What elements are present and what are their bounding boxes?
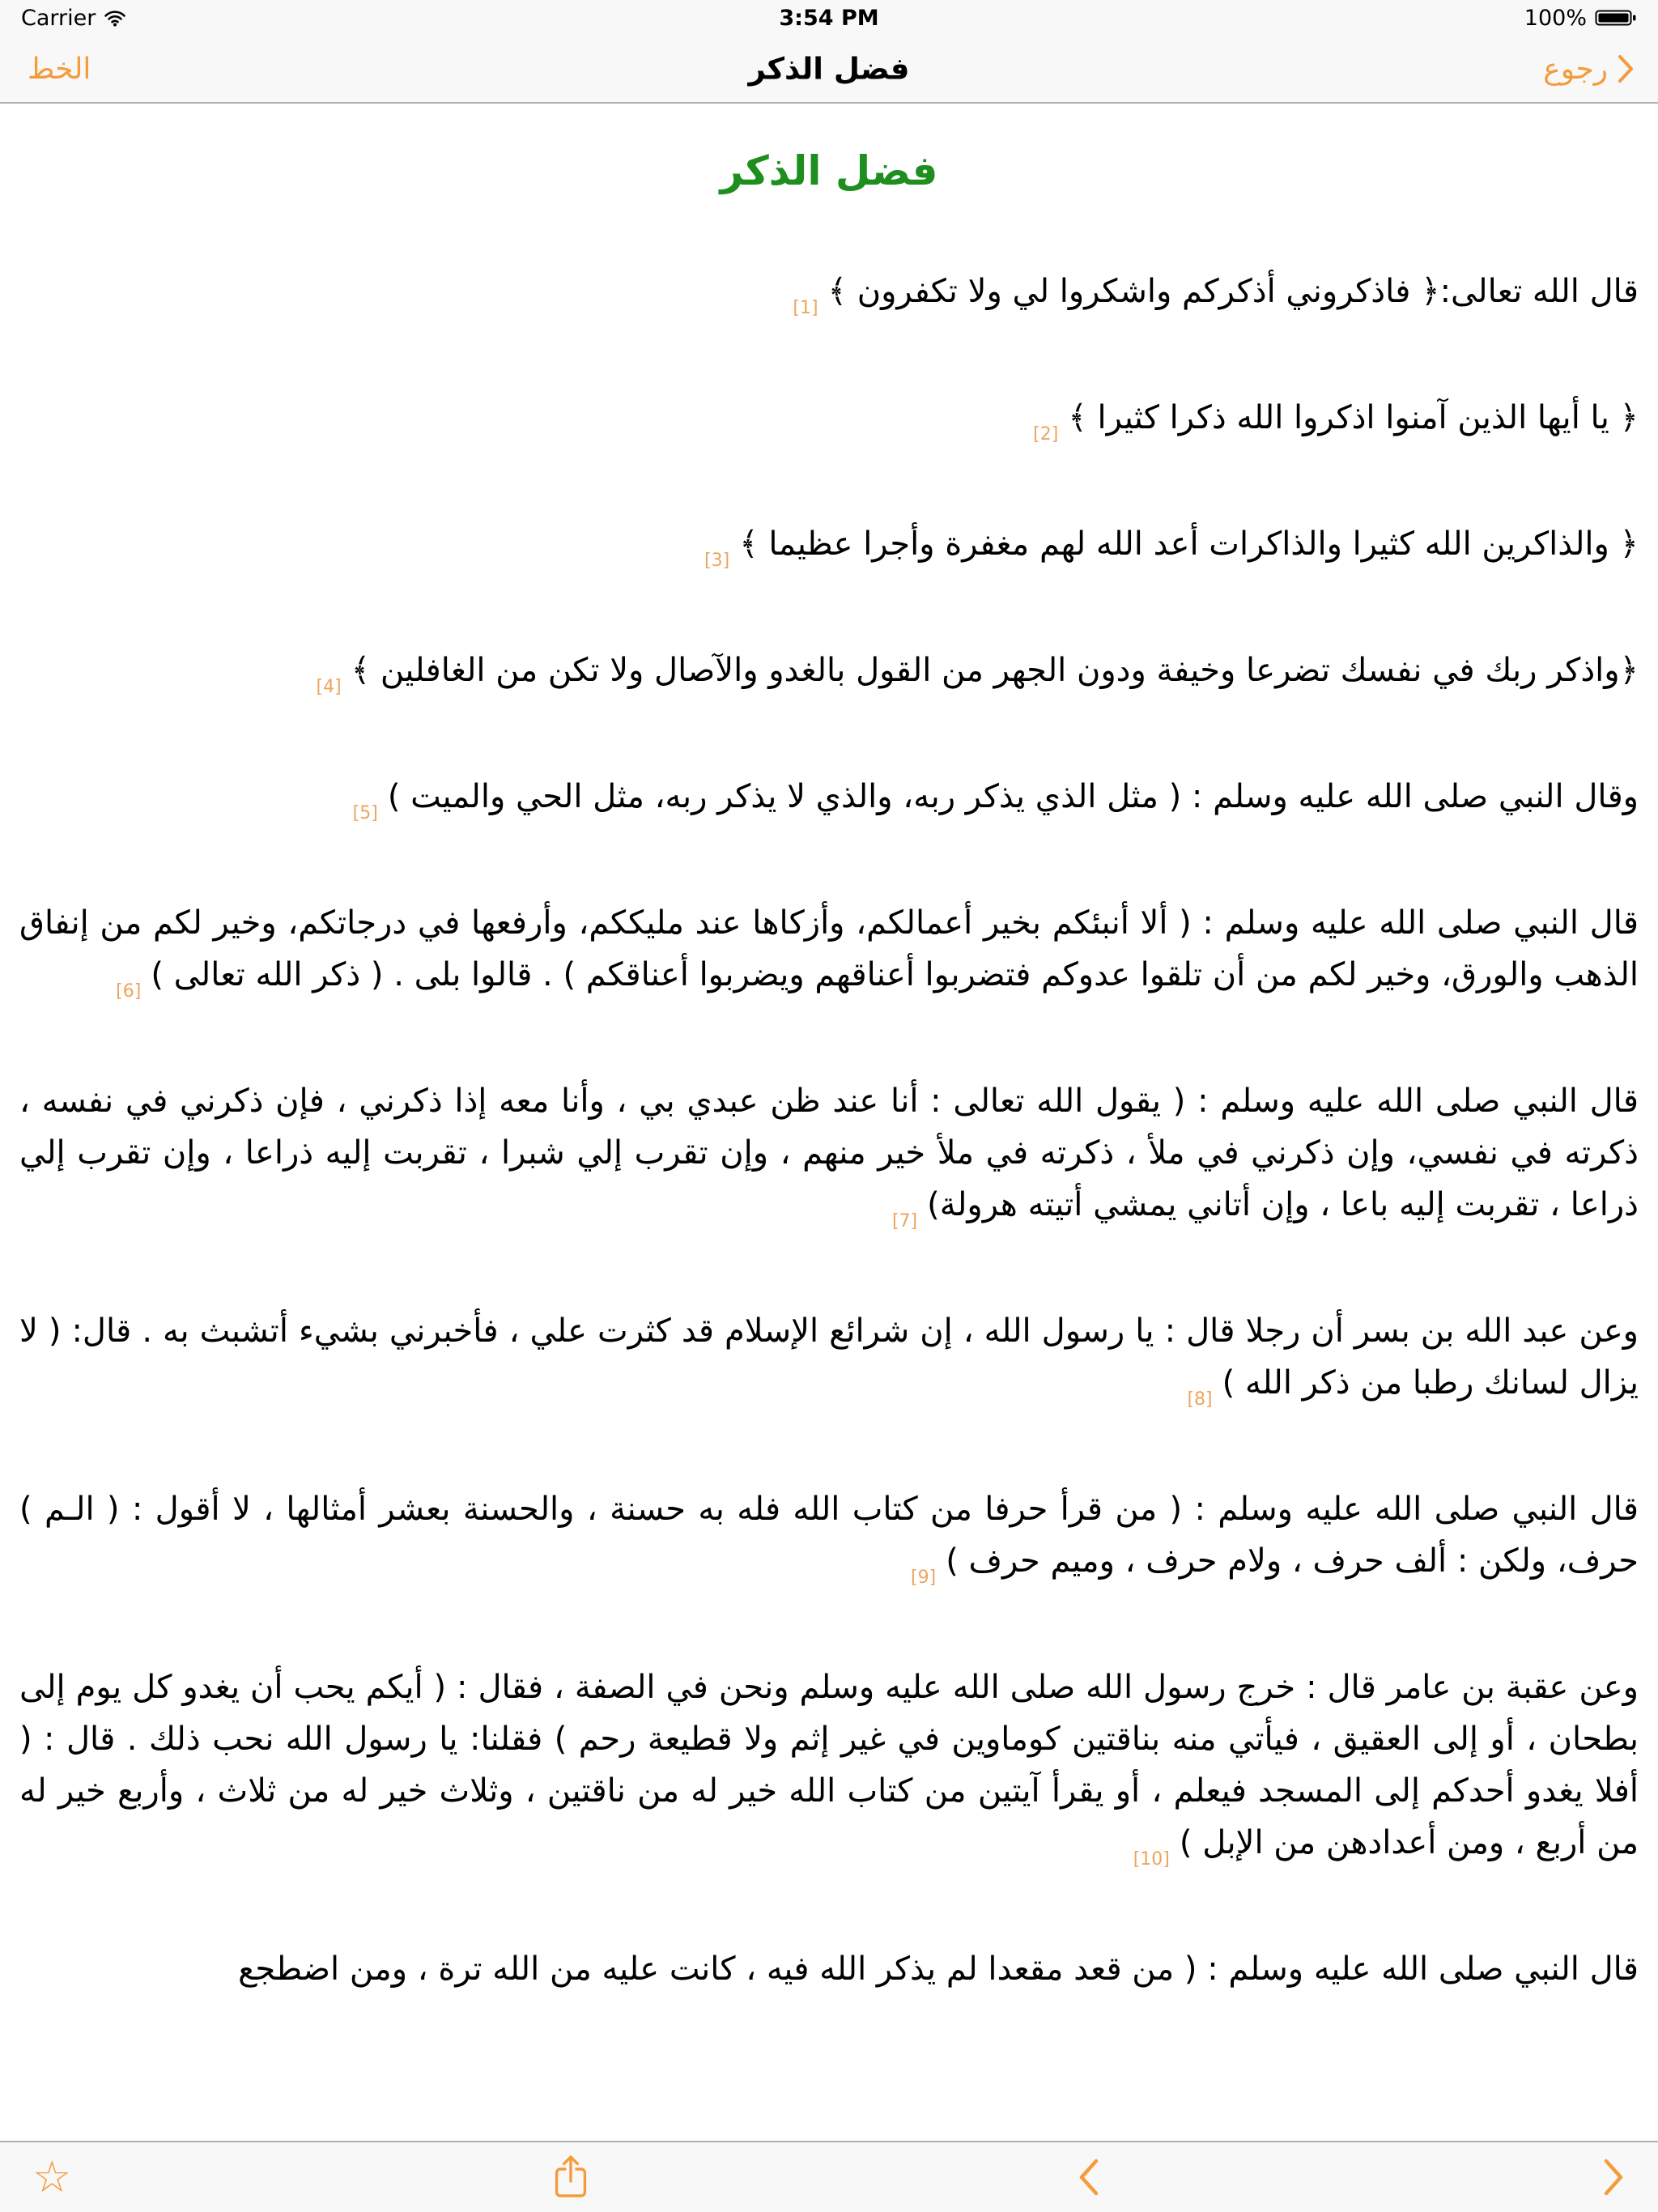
paragraph-6 bbox=[19, 897, 1639, 1001]
battery-percent-label: 100% bbox=[1524, 5, 1587, 31]
battery-icon bbox=[1595, 8, 1637, 28]
back-chevron-icon bbox=[1618, 54, 1634, 83]
back-button[interactable] bbox=[1543, 36, 1634, 102]
paragraph-11 bbox=[19, 1943, 1639, 1995]
footnote-marker: [4] bbox=[316, 677, 342, 697]
footnote-marker: [9] bbox=[911, 1568, 937, 1588]
paragraph-3 bbox=[19, 518, 1639, 570]
back-button-label: رجوع bbox=[1543, 52, 1608, 86]
paragraph-text: وعن عقبة بن عامر قال : خرج رسول الله صلى الله عليه وسلم ونحن في الصفة ، فقال : ( أيكم يحب أن يغدو كل يوم إلى بطحان ، أو إلى العقيق ، فيأتي منه بناقتين كوماوين في غير إثم ولا قطيعة رحم ) فقلنا: يا رسول الله نحب ذلك . قال : ( أفلا يغدو أحدكم إلى المسجد فيعلم ، أو يقرأ آيتين من كتاب الله خير له من ناقتين ، وثلاث خير له من ثلاث ، وأربع خير له من أربع ، ومن أعدادهن من الإبل ) bbox=[19, 1669, 1639, 1861]
paragraph-1 bbox=[19, 266, 1639, 317]
nav-title: فضل الذكر bbox=[748, 51, 910, 87]
bookmark-button[interactable] bbox=[32, 2155, 71, 2199]
paragraph-10 bbox=[19, 1661, 1639, 1869]
paragraph-2 bbox=[19, 392, 1639, 444]
nav-bar bbox=[0, 36, 1658, 104]
footnote-marker: [6] bbox=[116, 981, 142, 1002]
previous-page-button[interactable] bbox=[1077, 2157, 1101, 2197]
paragraph-7 bbox=[19, 1075, 1639, 1231]
chevron-right-icon bbox=[1601, 2157, 1626, 2197]
footnote-marker: [8] bbox=[1187, 1389, 1213, 1410]
carrier-label: Carrier bbox=[21, 5, 96, 31]
paragraph-text: قال الله تعالى:﴿ فاذكروني أذكركم واشكروا لي ولا تكفرون ﴾ bbox=[827, 273, 1639, 310]
footnote-marker: [7] bbox=[891, 1211, 918, 1231]
paragraph-text: وقال النبي صلى الله عليه وسلم : ( مثل الذي يذكر ربه، والذي لا يذكر ربه، مثل الحي والميت ) bbox=[387, 778, 1639, 815]
paragraph-5 bbox=[19, 771, 1639, 823]
status-left-group bbox=[21, 6, 126, 31]
footnote-marker bbox=[219, 1976, 238, 1996]
paragraph-text: قال النبي صلى الله عليه وسلم : ( من قرأ حرفا من كتاب الله فله به حسنة ، والحسنة بعشر أمثالها ، لا أقول : ( الـم ) حرف، ولكن : ألف حرف ، ولام حرف ، وميم حرف ) bbox=[19, 1491, 1639, 1580]
star-icon: ☆ bbox=[32, 2153, 72, 2201]
paragraph-9 bbox=[19, 1483, 1639, 1587]
paragraph-text: قال النبي صلى الله عليه وسلم : ( يقول الله تعالى : أنا عند ظن عبدي بي ، وأنا معه إذا ذكرني ، فإن ذكرني في نفسه ، ذكرته في نفسي، وإن ذكرني في ملأ ، ذكرته في ملأ خير منهم ، وإن تقرب إلي شبرا ، تقربت إليه ذراعا ، وإن تقرب إلي ذراعا ، تقربت إليه باعا ، وإن أتاني يمشي أتيته هرولة) bbox=[19, 1083, 1639, 1223]
paragraph-text: ﴿ يا أيها الذين آمنوا اذكروا الله ذكرا كثيرا ﴾ bbox=[1068, 399, 1639, 436]
document-title: فضل الذكر bbox=[720, 147, 938, 194]
font-button-label: الخط bbox=[28, 52, 91, 86]
share-button[interactable] bbox=[552, 2154, 589, 2201]
paragraph-text: قال النبي صلى الله عليه وسلم : ( من قعد مقعدا لم يذكر الله فيه ، كانت عليه من الله ترة ، ومن اضطجع bbox=[238, 1950, 1639, 1988]
clock-label: 3:54 PM bbox=[779, 5, 879, 31]
footnote-marker: [10] bbox=[1133, 1849, 1170, 1870]
bottom-toolbar bbox=[0, 2141, 1658, 2212]
footnote-marker: [2] bbox=[1033, 424, 1059, 445]
next-page-button[interactable] bbox=[1601, 2157, 1626, 2197]
paragraph-text: ﴿ والذاكرين الله كثيرا والذاكرات أعد الله لهم مغفرة وأجرا عظيما ﴾ bbox=[739, 525, 1639, 563]
footnote-marker: [1] bbox=[793, 298, 818, 318]
paragraph-4 bbox=[19, 644, 1639, 696]
paragraph-text: ﴿واذكر ربك في نفسك تضرعا وخيفة ودون الجهر من القول بالغدو والآصال ولا تكن من الغافلين ﴾ bbox=[351, 652, 1639, 689]
paragraph-text: وعن عبد الله بن بسر أن رجلا قال : يا رسول الله ، إن شرائع الإسلام قد كثرت علي ، فأخبرني بشيء أتشبث به . قال: ( لا يزال لسانك رطبا من ذكر الله ) bbox=[19, 1312, 1639, 1402]
status-right-group bbox=[1524, 6, 1637, 31]
paragraph-text: قال النبي صلى الله عليه وسلم : ( ألا أنبئكم بخير أعمالكم، وأزكاها عند مليككم، وأرفعها في درجاتكم، وخير لكم من إنفاق الذهب والورق، وخير لكم من أن تلقوا عدوكم فتضربوا أعناقهم ويضربوا أعناقكم ) . قالوا بلى . ( ذكر الله تعالى ) bbox=[19, 904, 1639, 993]
footnote-marker: [5] bbox=[352, 803, 378, 823]
share-icon bbox=[552, 2154, 589, 2201]
font-button[interactable] bbox=[28, 36, 91, 102]
status-bar bbox=[0, 0, 1658, 36]
reading-area[interactable] bbox=[0, 105, 1658, 2141]
wifi-icon bbox=[104, 9, 126, 27]
paragraph-8 bbox=[19, 1305, 1639, 1409]
chevron-left-icon bbox=[1077, 2157, 1101, 2197]
footnote-marker: [3] bbox=[704, 551, 730, 571]
